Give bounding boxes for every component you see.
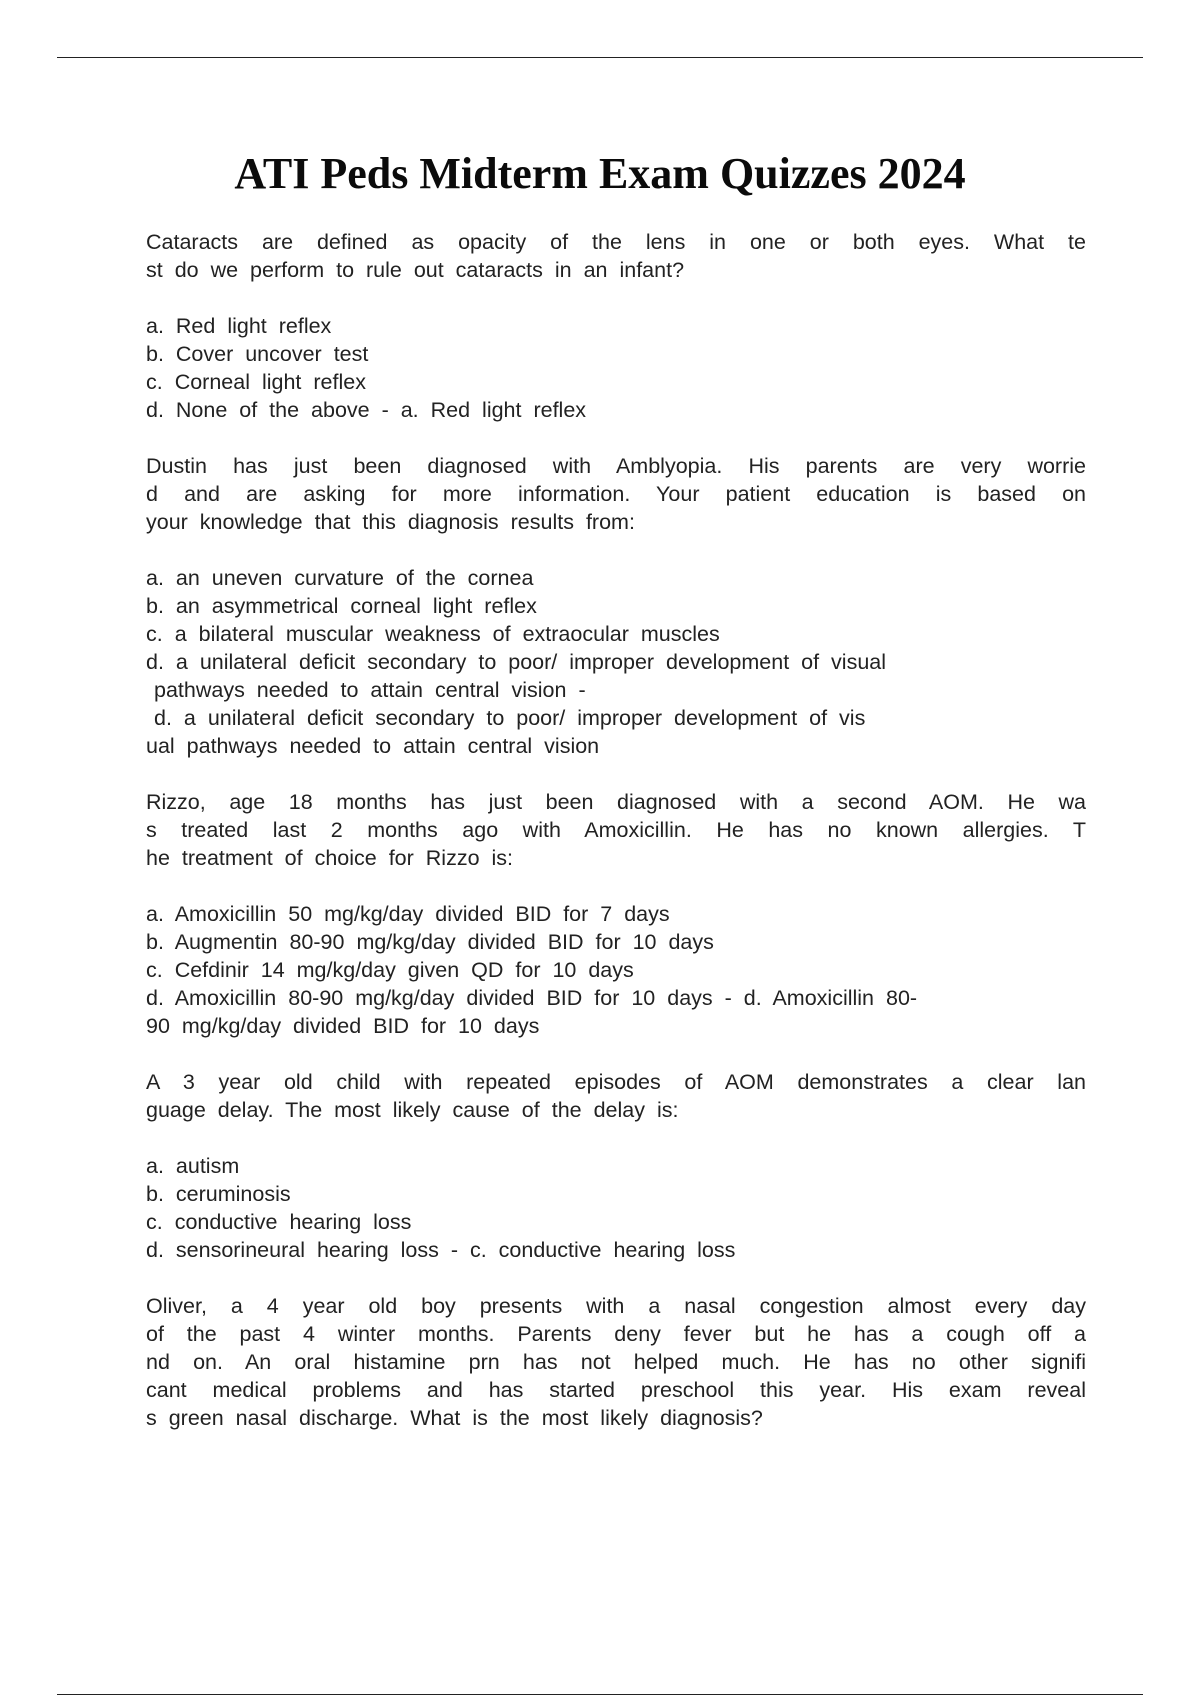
question-line: Cataracts are defined as opacity of the lens in one or both eyes. What te <box>146 230 1086 254</box>
question-line: Rizzo, age 18 months has just been diagnosed with a second AOM. He wa <box>146 790 1086 814</box>
answer-option-c: c. conductive hearing loss <box>146 1210 412 1234</box>
question-text-2 <box>146 452 1086 536</box>
question-block-1 <box>146 228 1086 424</box>
question-line: s treated last 2 months ago with Amoxicillin. He has no known allergies. T <box>146 818 1086 842</box>
answer-option-d-with-answer: d. Amoxicillin 80-90 mg/kg/day divided BID for 10 days - d. Amoxicillin 80- <box>146 986 918 1010</box>
answer-option-c: c. Cefdinir 14 mg/kg/day given QD for 10 days <box>146 958 634 982</box>
answer-option-continuation: pathways needed to attain central vision - <box>154 678 586 702</box>
answer-option-continuation: ual pathways needed to attain central vision <box>146 734 600 758</box>
question-text-5 <box>146 1292 1086 1432</box>
question-line: your knowledge that this diagnosis results from: <box>146 510 635 534</box>
header-rule <box>57 57 1143 58</box>
question-block-4 <box>146 1068 1086 1264</box>
question-line: he treatment of choice for Rizzo is: <box>146 846 514 870</box>
question-line: Oliver, a 4 year old boy presents with a nasal congestion almost every day <box>146 1294 1086 1318</box>
question-line: guage delay. The most likely cause of the delay is: <box>146 1098 679 1122</box>
question-block-3 <box>146 788 1086 1040</box>
answer-option-b: b. Augmentin 80-90 mg/kg/day divided BID for 10 days <box>146 930 714 954</box>
answer-option-c: c. Corneal light reflex <box>146 370 366 394</box>
question-block-5 <box>146 1292 1086 1432</box>
question-text-1 <box>146 228 1086 284</box>
answer-options-3 <box>146 900 1086 1040</box>
answer-option-d-with-answer: d. None of the above - a. Red light reflex <box>146 398 587 422</box>
question-line: st do we perform to rule out cataracts in an infant? <box>146 258 685 282</box>
answer-option-b: b. Cover uncover test <box>146 342 369 366</box>
question-line: of the past 4 winter months. Parents deny fever but he has a cough off a <box>146 1322 1086 1346</box>
answer-option-d-with-answer: d. a unilateral deficit secondary to poor/ improper development of visual <box>146 650 887 674</box>
answer-options-1 <box>146 312 1086 424</box>
question-line: s green nasal discharge. What is the most likely diagnosis? <box>146 1406 763 1430</box>
answer-option-b: b. ceruminosis <box>146 1182 291 1206</box>
answer-option-a: a. Amoxicillin 50 mg/kg/day divided BID for 7 days <box>146 902 670 926</box>
question-block-2 <box>146 452 1086 760</box>
question-text-4 <box>146 1068 1086 1124</box>
answer-option-a: a. autism <box>146 1154 240 1178</box>
question-line: A 3 year old child with repeated episodes of AOM demonstrates a clear lan <box>146 1070 1086 1094</box>
answer-option-a: a. an uneven curvature of the cornea <box>146 566 534 590</box>
answer-options-2 <box>146 564 1086 760</box>
answer-options-4 <box>146 1152 1086 1264</box>
question-line: cant medical problems and has started preschool this year. His exam reveal <box>146 1378 1086 1402</box>
document-title: ATI Peds Midterm Exam Quizzes 2024 <box>234 149 966 198</box>
question-line: nd on. An oral histamine prn has not helped much. He has no other signifi <box>146 1350 1086 1374</box>
footer-rule <box>57 1694 1143 1695</box>
answer-option-a: a. Red light reflex <box>146 314 332 338</box>
answer-option-c: c. a bilateral muscular weakness of extraocular muscles <box>146 622 720 646</box>
answer-option-d-with-answer: d. sensorineural hearing loss - c. conductive hearing loss <box>146 1238 736 1262</box>
answer-option-b: b. an asymmetrical corneal light reflex <box>146 594 537 618</box>
answer-option-continuation: d. a unilateral deficit secondary to poor/ improper development of vis <box>154 706 866 730</box>
question-line: Dustin has just been diagnosed with Amblyopia. His parents are very worrie <box>146 454 1086 478</box>
quiz-content <box>146 228 1086 1460</box>
answer-option-continuation: 90 mg/kg/day divided BID for 10 days <box>146 1014 540 1038</box>
question-line: d and are asking for more information. Your patient education is based on <box>146 482 1086 506</box>
question-text-3 <box>146 788 1086 872</box>
